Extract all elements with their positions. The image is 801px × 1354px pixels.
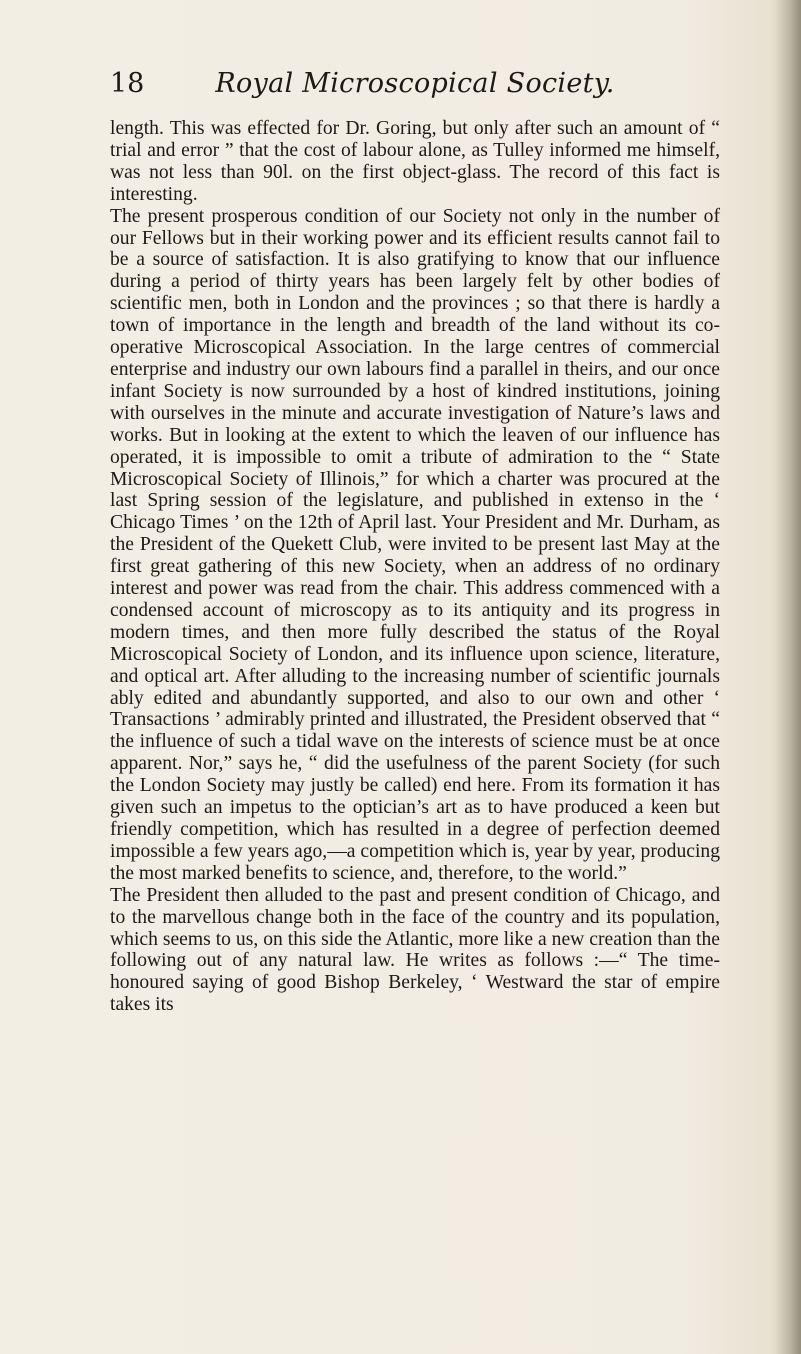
page-number: 18 bbox=[110, 68, 145, 99]
running-title: Royal Microscopical Society. bbox=[215, 68, 615, 99]
page-edge-shadow bbox=[775, 0, 801, 1354]
paragraph: The present prosperous condition of our Society not only in the number of our Fellows but in their working power and its efficient results cannot fail to be a source of satisfaction. It is also gratifying to know that our influence during a period of thirty years has been largely felt by other bodies of scientific men, both in London and the provinces ; so that there is hardly a town of importance in the length and breadth of the land without its co-operative Microscopical Association. In the large centres of commercial enterprise and industry our own labours find a parallel in theirs, and our once infant Society is now surrounded by a host of kindred institutions, joining with ourselves in the minute and accurate investigation of Nature’s laws and works. But in looking at the extent to which the leaven of our influence has operated, it is impossible to omit a tribute of admiration to the “ State Microscopical Society of Illinois,” for which a charter was procured at the last Spring session of the legislature, and published in extenso in the ‘ Chicago Times ’ on the 12th of April last. Your President and Mr. Durham, as the President of the Quekett Club, were invited to be present last May at the first great gathering of this new Society, when an address of no ordinary interest and power was read from the chair. This address commenced with a condensed account of microscopy as to its antiquity and its progress in modern times, and then more fully described the status of the Royal Microscopical Society of London, and its influence upon science, literature, and optical art. After alluding to the increasing number of scientific journals ably edited and abundantly supported, and also to our own and other ‘ Transactions ’ admirably printed and illustrated, the President observed that “ the influence of such a tidal wave on the interests of science must be at once apparent. Nor,” says he, “ did the usefulness of the parent Society (for such the London Society may justly be called) end here. From its formation it has given such an impetus to the optician’s art as to have produced a keen but friendly competition, which has resulted in a degree of perfection deemed impossible a few years ago,—a competition which is, year by year, producing the most marked benefits to science, and, therefore, to the world.” bbox=[110, 205, 720, 884]
body-text bbox=[110, 118, 720, 1016]
page-header bbox=[110, 64, 720, 104]
paragraph: The President then alluded to the past and present condition of Chicago, and to the marvellous change both in the face of the country and its population, which seems to us, on this side the Atlantic, more like a new creation than the following out of any natural law. He writes as follows :—“ The time-honoured saying of good Bishop Berkeley, ‘ Westward the star of empire takes its bbox=[110, 884, 720, 1016]
paragraph: length. This was effected for Dr. Goring, but only after such an amount of “ trial and error ” that the cost of labour alone, as Tulley informed me himself, was not less than 90l. on the first object-glass. The record of this fact is interesting. bbox=[110, 118, 720, 205]
